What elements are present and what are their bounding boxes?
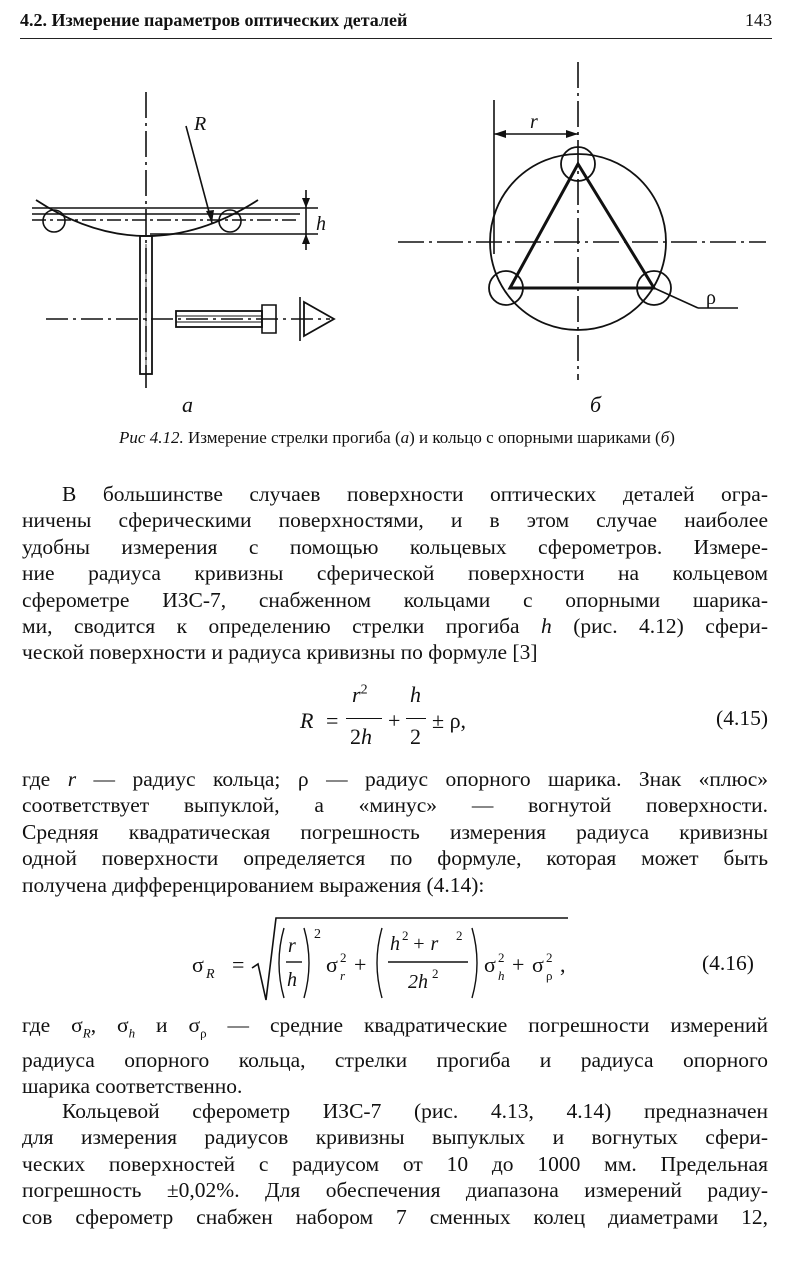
text-line xyxy=(22,1012,768,1047)
eq-denominator: 2 xyxy=(410,724,421,749)
eq-subscript-R: R xyxy=(206,967,215,982)
paren-left xyxy=(279,928,284,998)
text-line: Кольцевой сферометр ИЗС-7 (рис. 4.13, 4.14) предназначен xyxy=(62,1099,768,1123)
caption-text: Измерение стрелки прогиба ( xyxy=(183,428,401,447)
text-span: и σ xyxy=(135,1013,201,1037)
text-line: для измерения радиусов кривизны выпуклых и вогнутых сфери- xyxy=(22,1125,768,1150)
eq-denominator: 2h xyxy=(408,971,428,993)
equation-number: (4.15) xyxy=(716,706,768,730)
subscript-rho: ρ xyxy=(200,1025,207,1041)
eq-sigma: σ xyxy=(192,952,204,977)
symbol-h: h xyxy=(541,614,552,639)
label-rho: ρ xyxy=(706,287,716,309)
text-line: ние радиуса кривизны сферической поверхности на кольцевом xyxy=(22,561,768,586)
fraction-bar xyxy=(406,718,426,719)
eq-plus: + xyxy=(512,952,525,977)
figure-caption xyxy=(0,428,794,448)
text-line: шарика соответственно. xyxy=(22,1074,243,1099)
equation-4-16 xyxy=(0,908,794,1008)
caption-text-2: ) и кольцо с опорными шариками ( xyxy=(409,428,661,447)
text-span: (рис. 4.12) сфери- xyxy=(551,614,768,639)
eq-symbol-h: h xyxy=(410,682,421,707)
text-line: ческой поверхности и радиуса кривизны по формуле [3] xyxy=(22,640,538,665)
section-title: 4.2. Измерение параметров оптических деталей xyxy=(20,10,408,30)
radius-arrow-head xyxy=(206,210,214,223)
text-line xyxy=(22,766,768,792)
text-line: радиуса опорного кольца, стрелки прогиба и радиуса опорного xyxy=(22,1047,768,1072)
sublabel-a: а xyxy=(182,392,193,417)
text-line: одной поверхности определяется по формуле, которая может быть xyxy=(22,846,768,871)
h-arrow-top xyxy=(302,198,310,208)
subscript-R: R xyxy=(82,1025,91,1041)
caption-text-3: ) xyxy=(669,428,675,447)
subscript-h: h xyxy=(128,1025,136,1041)
text-line: сов сферометр снабжен набором 7 сменных колец диаметрами 12, xyxy=(22,1204,768,1229)
caption-number: Рис 4.12. xyxy=(119,428,184,447)
equation-4-15 xyxy=(0,682,794,758)
eq-symbol-h: h xyxy=(361,724,372,749)
text-line: получена дифференцированием выражения (4.14): xyxy=(22,872,485,897)
eq-exponent: 2 xyxy=(456,928,463,943)
eq-symbol-r: r xyxy=(352,682,361,707)
paragraph-2 xyxy=(22,766,768,898)
eq-plus: + xyxy=(354,952,367,977)
h-arrow-bottom xyxy=(302,234,310,244)
text-span: , σ xyxy=(90,1013,129,1037)
eq-exponent: 2 xyxy=(432,966,439,981)
text-span: где xyxy=(22,767,68,791)
eq-comma: , xyxy=(560,952,566,977)
text-line: Средняя квадратическая погрешность измерения радиуса кривизны xyxy=(22,819,768,844)
eq-plus: + xyxy=(388,708,401,733)
eq-plus-r: + r xyxy=(412,933,439,955)
eq-exponent: 2 xyxy=(546,950,553,965)
eq-equals: = xyxy=(326,708,339,733)
r-arrow-right xyxy=(566,130,578,138)
figure-panel-b xyxy=(398,62,766,380)
paren-left xyxy=(377,928,382,998)
paren-right xyxy=(304,928,309,998)
text-line: сферометре ИЗС-7, снабженном кольцами с опорными шарика- xyxy=(22,587,768,612)
text-line: ничены сферическими поверхностями, и в этом случае наиболее xyxy=(22,508,768,533)
eq-coefficient: 2 xyxy=(350,724,361,749)
paren-right xyxy=(472,928,477,998)
text-line: соответствует выпуклой, а «минус» — вогнутой поверхности. xyxy=(22,793,768,818)
rho-leader xyxy=(654,288,698,308)
figure-panel-a xyxy=(32,92,334,388)
eq-sigma: σ xyxy=(484,952,496,977)
fraction-bar xyxy=(346,718,382,719)
eq-symbol-R: R xyxy=(300,708,314,733)
ball-triangle xyxy=(510,164,654,288)
text-line: удобны измерения с помощью кольцевых сферометров. Измере- xyxy=(22,534,768,559)
caption-ref-b: б xyxy=(660,428,670,447)
eq-symbol-h: h xyxy=(390,933,400,955)
paragraph-4 xyxy=(22,1098,768,1230)
paragraph-1 xyxy=(22,481,768,666)
equation-number: (4.16) xyxy=(702,951,754,975)
page-number: 143 xyxy=(745,10,772,30)
eq-exponent: 2 xyxy=(498,950,505,965)
text-span: — радиус кольца; ρ — радиус опорного шарика. Знак «плюс» xyxy=(76,767,768,791)
eq-sigma: σ xyxy=(532,952,544,977)
paragraph-3 xyxy=(22,1012,768,1100)
text-line xyxy=(22,613,768,639)
text-span: — средние квадратические погрешности измерений xyxy=(206,1013,768,1037)
eq-plus-minus-rho: ± ρ, xyxy=(432,708,467,733)
symbol-r: r xyxy=(67,767,77,791)
eq-exponent: 2 xyxy=(340,950,347,965)
sublabel-b: б xyxy=(590,392,602,417)
text-line: В большинстве случаев поверхности оптических деталей огра- xyxy=(62,482,768,506)
eq-symbol-r: r xyxy=(288,935,296,957)
label-h: h xyxy=(316,213,326,235)
label-r: r xyxy=(530,111,538,133)
text-line: ческих поверхностей с радиусом от 10 до 1000 мм. Предельная xyxy=(22,1151,768,1176)
caption-ref-a: а xyxy=(400,428,410,447)
eq-exponent: 2 xyxy=(360,682,368,698)
eq-subscript-r: r xyxy=(340,968,346,983)
r-arrow-left xyxy=(494,130,506,138)
eq-symbol-h: h xyxy=(287,969,297,991)
text-span: ми, сводится к определению стрелки прогиба xyxy=(22,614,542,639)
text-span: где σ xyxy=(22,1013,83,1037)
label-R: R xyxy=(194,113,207,135)
eq-subscript-h: h xyxy=(498,968,505,983)
eq-sigma: σ xyxy=(326,952,338,977)
running-header xyxy=(20,4,772,39)
text-line: погрешность ±0,02%. Для обеспечения диапазона измерений радиу- xyxy=(22,1178,768,1203)
figure-4-12 xyxy=(0,40,794,420)
eq-exponent: 2 xyxy=(314,927,321,942)
eq-equals: = xyxy=(232,952,245,977)
eq-exponent: 2 xyxy=(402,928,409,943)
eq-subscript-rho: ρ xyxy=(546,968,553,983)
